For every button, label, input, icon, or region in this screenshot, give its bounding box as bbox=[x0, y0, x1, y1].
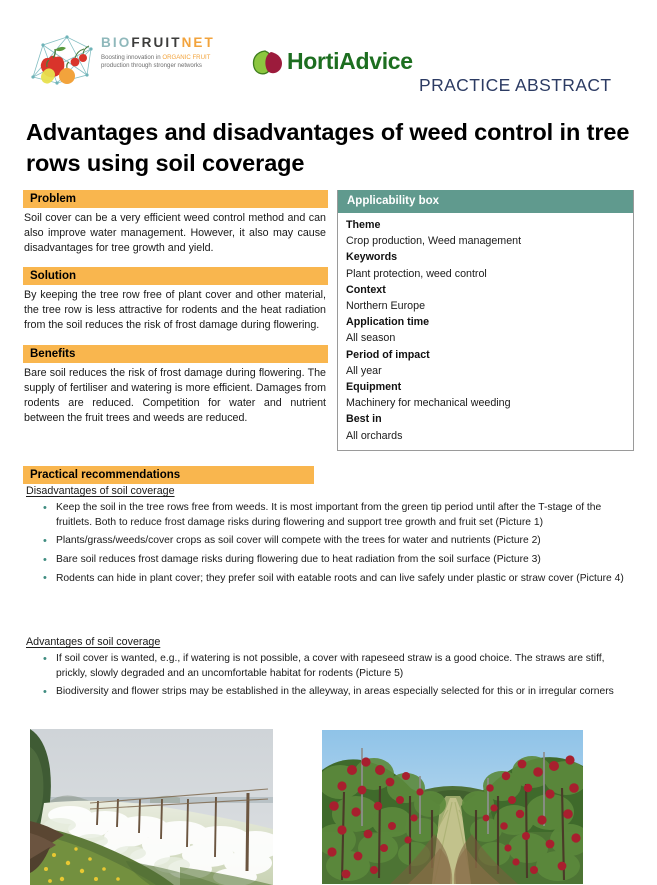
section-body-solution: By keeping the tree row free of plant cover and other material, the tree row is less attractive for rodents and the heat radiation from the soil reduces the risk of frost damage during flowering. bbox=[24, 289, 326, 332]
applicability-value: Northern Europe bbox=[346, 300, 426, 313]
photo-orchard-with-red-apples bbox=[322, 730, 583, 884]
section-heading-practical-recommendations: Practical recommendations bbox=[23, 466, 314, 484]
applicability-key: Theme bbox=[346, 219, 381, 231]
advantages-list bbox=[26, 652, 630, 704]
biofruitnet-logo bbox=[27, 31, 232, 89]
hortiadvice-leaf-icon bbox=[251, 49, 285, 76]
biofruitnet-mark-icon bbox=[27, 31, 99, 89]
page-title: Advantages and disadvantages of weed control in tree rows using soil coverage bbox=[26, 118, 630, 176]
applicability-box-body bbox=[338, 213, 633, 450]
hortiadvice-logo bbox=[251, 47, 411, 79]
applicability-value: All year bbox=[346, 364, 382, 377]
applicability-key: Context bbox=[346, 283, 386, 296]
applicability-row bbox=[346, 411, 633, 443]
applicability-key: Equipment bbox=[346, 381, 402, 394]
applicability-key: Best in bbox=[346, 413, 382, 426]
tagline-part-a: Boosting innovation in bbox=[101, 54, 163, 61]
applicability-value: Machinery for mechanical weeding bbox=[346, 397, 511, 410]
tagline-part-highlight: ORGANIC FRUIT bbox=[162, 54, 211, 61]
applicability-box-heading: Applicability box bbox=[338, 190, 633, 213]
applicability-key: Keywords bbox=[346, 251, 398, 264]
section-body-benefits: Bare soil reduces the risk of frost damage during flowering. The supply of fertiliser and watering is more efficient. Damages from rodents are reduced. Competition for water and nutrient between the fruit trees and weeds are reduced. bbox=[24, 366, 326, 424]
photo-orchard-with-red-apples-image bbox=[322, 730, 583, 884]
list-item: • Keep the soil in the tree rows free from weeds. It is most important from the green tip period until after the T-stage of the fruitlets. Both to reduce frost damage risks during flowering and support tree growth and fruit set (Picture 1) bbox=[26, 501, 630, 530]
applicability-row bbox=[346, 347, 633, 379]
bfn-word-net: NET bbox=[181, 35, 215, 50]
biofruitnet-tagline bbox=[101, 54, 233, 71]
list-item: • If soil cover is wanted, e.g., if watering is not possible, a cover with rapeseed straw is a good choice. The straws are stiff, prickly, slowly degraded and an uncomfortable habitat for rodents (Picture 5) bbox=[26, 652, 630, 681]
photo-orchard-in-bloom bbox=[30, 729, 273, 885]
list-item: • Bare soil reduces frost damage risks during flowering due to heat radiation from the soil surface (Picture 3) bbox=[26, 553, 630, 568]
left-column bbox=[23, 190, 328, 426]
applicability-value: Crop production, Weed management bbox=[346, 235, 522, 248]
section-heading-benefits: Benefits bbox=[23, 345, 328, 363]
subheading-advantages: Advantages of soil coverage bbox=[26, 636, 161, 648]
section-heading-problem: Problem bbox=[23, 190, 328, 208]
applicability-value: All season bbox=[346, 332, 396, 345]
list-item: • Rodents can hide in plant cover; they prefer soil with eatable roots and can live safely under plastic or straw cover (Picture 4) bbox=[26, 572, 630, 587]
section-heading-solution: Solution bbox=[23, 267, 328, 285]
bfn-word-bio: BIO bbox=[101, 35, 132, 50]
bfn-word-fruit: FRUIT bbox=[131, 35, 182, 50]
applicability-value: All orchards bbox=[346, 429, 403, 442]
applicability-key: Application time bbox=[346, 316, 430, 329]
biofruitnet-wordmark bbox=[101, 35, 233, 71]
list-item: • Plants/grass/weeds/cover crops as soil cover will compete with the trees for water and nutrients (Picture 2) bbox=[26, 534, 630, 549]
list-item: • Biodiversity and flower strips may be established in the alleyway, in areas especially selected for this or in irregular corners bbox=[26, 685, 630, 700]
applicability-row bbox=[346, 314, 633, 346]
photo-orchard-in-bloom-image bbox=[30, 729, 273, 885]
section-body-problem: Soil cover can be a very efficient weed control method and can also improve water management. However, it also may cause disadvantages for tree growth and yield. bbox=[24, 212, 326, 255]
page-header bbox=[0, 0, 657, 95]
applicability-row bbox=[346, 282, 633, 314]
practice-abstract-label: PRACTICE ABSTRACT bbox=[419, 75, 612, 95]
hortiadvice-wordmark: HortiAdvice bbox=[287, 48, 413, 74]
subheading-disadvantages: Disadvantages of soil coverage bbox=[26, 485, 175, 497]
applicability-row bbox=[346, 249, 633, 281]
applicability-value: Plant protection, weed control bbox=[346, 267, 487, 280]
applicability-box bbox=[337, 190, 634, 451]
applicability-row bbox=[346, 379, 633, 411]
applicability-row bbox=[346, 217, 633, 249]
applicability-key: Period of impact bbox=[346, 348, 430, 361]
disadvantages-list bbox=[26, 501, 630, 591]
tagline-line2: production through stronger networks bbox=[101, 62, 202, 70]
